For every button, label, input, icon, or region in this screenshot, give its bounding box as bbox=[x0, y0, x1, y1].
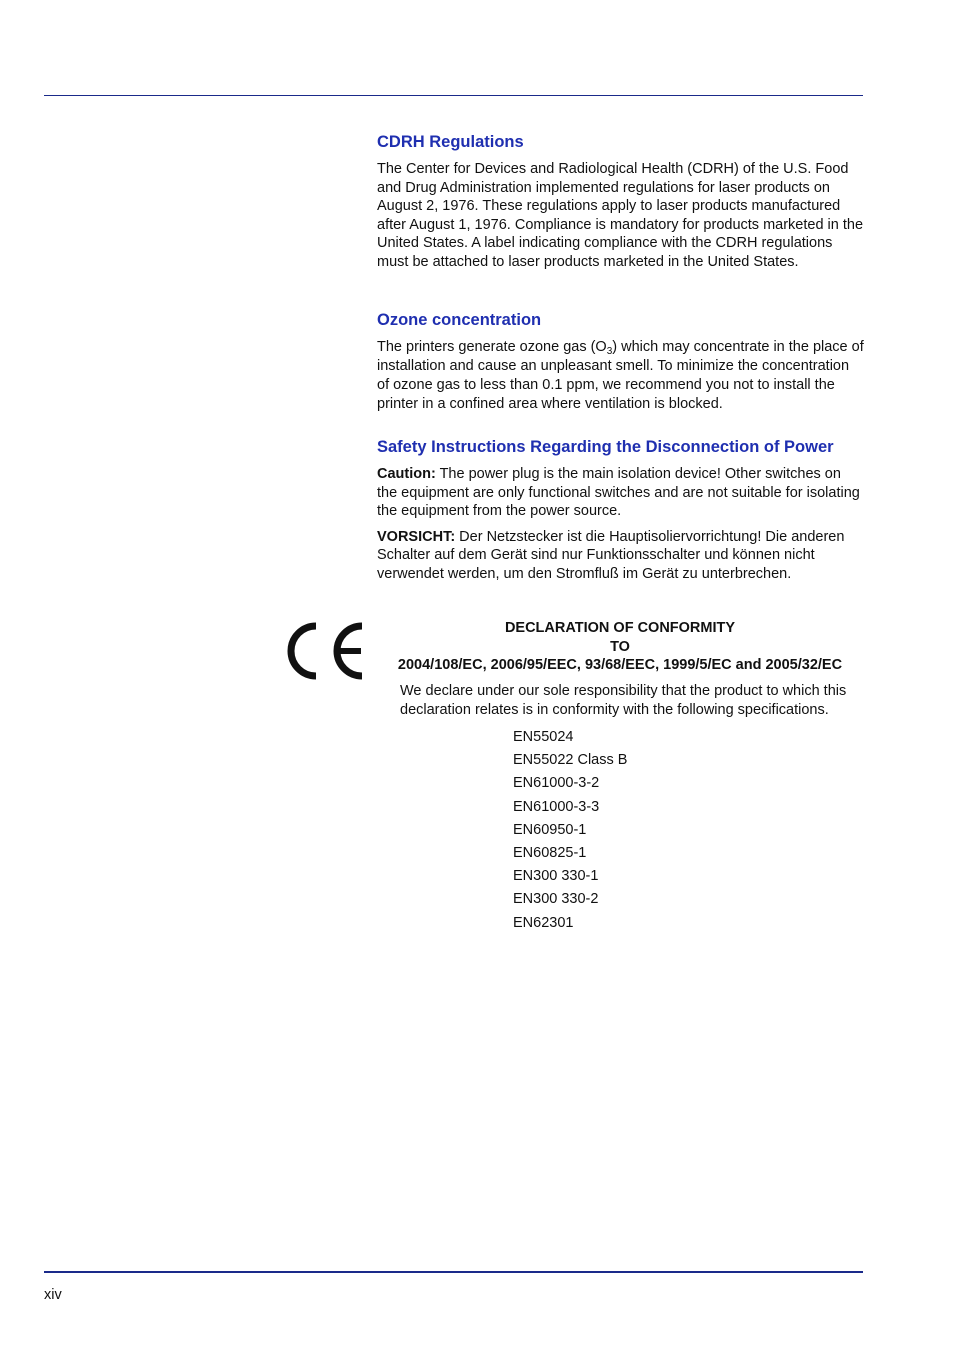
caution-paragraph bbox=[377, 465, 864, 521]
vorsicht-label: VORSICHT: bbox=[377, 528, 456, 545]
spec-item: EN62301 bbox=[513, 914, 574, 931]
spec-item: EN61000-3-3 bbox=[513, 798, 600, 815]
declaration-directives: 2004/108/EC, 2006/95/EEC, 93/68/EEC, 1999/5/EC and 2005/32/EC bbox=[397, 657, 843, 673]
vorsicht-paragraph bbox=[377, 528, 864, 584]
cdrh-heading: CDRH Regulations bbox=[377, 133, 524, 151]
declaration-title: DECLARATION OF CONFORMITY bbox=[504, 620, 736, 636]
header-rule bbox=[44, 95, 863, 96]
ce-mark-icon bbox=[282, 620, 368, 682]
spec-item: EN60825-1 bbox=[513, 844, 587, 861]
spec-item: EN300 330-1 bbox=[513, 868, 599, 885]
ozone-text-end: ) which may concentrate in the place of installation and cause an unpleasant smell. To minimize the concentration of ozone gas to less than 0.1 ppm, we recommend you not to install the printer in a confined area where ventilation is blocked. bbox=[377, 339, 864, 412]
safety-heading: Safety Instructions Regarding the Disconnection of Power bbox=[377, 438, 834, 456]
ozone-paragraph bbox=[377, 338, 864, 414]
spec-item: EN55022 Class B bbox=[513, 752, 628, 769]
declaration-to: TO bbox=[610, 638, 630, 655]
spec-list bbox=[513, 726, 627, 935]
ozone-section bbox=[377, 310, 864, 414]
spec-item: EN300 330-2 bbox=[513, 891, 599, 908]
cdrh-section bbox=[377, 132, 864, 271]
caution-label: Caution: bbox=[377, 466, 436, 482]
cdrh-paragraph: The Center for Devices and Radiological Health (CDRH) of the U.S. Food and Drug Administration implemented regulations for laser products on August 2, 1976. These regulations apply to laser products manufactured after August 1, 1976. Compliance is mandatory for products marketed in the United States. A label indicating compliance with the CDRH regulations must be attached to laser products marketed in the United States. bbox=[377, 161, 864, 270]
ozone-heading: Ozone concentration bbox=[377, 311, 542, 329]
safety-section bbox=[377, 437, 864, 583]
ozone-text-start: The printers generate ozone gas (O bbox=[377, 339, 607, 355]
ozone-subscript: 3 bbox=[606, 346, 613, 357]
declaration-paragraph: We declare under our sole responsibility that the product to which this declaration relates is in conformity with the following specifications. bbox=[400, 683, 847, 718]
vorsicht-text: Der Netzstecker ist die Hauptisoliervorrichtung! Die anderen Schalter auf dem Gerät sind nur Funktionsschalter und können nicht verwendet werden, um den Stromfluß im Gerät zu unterbrechen. bbox=[377, 528, 845, 582]
page-number: xiv bbox=[44, 1287, 62, 1303]
spec-item: EN60950-1 bbox=[513, 821, 587, 838]
spec-item: EN55024 bbox=[513, 729, 574, 745]
caution-text: The power plug is the main isolation device! Other switches on the equipment are only functional switches and are not suitable for isolating the equipment from the power source. bbox=[377, 466, 860, 519]
spec-item: EN61000-3-2 bbox=[513, 775, 600, 792]
footer-rule bbox=[44, 1271, 863, 1273]
declaration-heading bbox=[377, 619, 863, 675]
